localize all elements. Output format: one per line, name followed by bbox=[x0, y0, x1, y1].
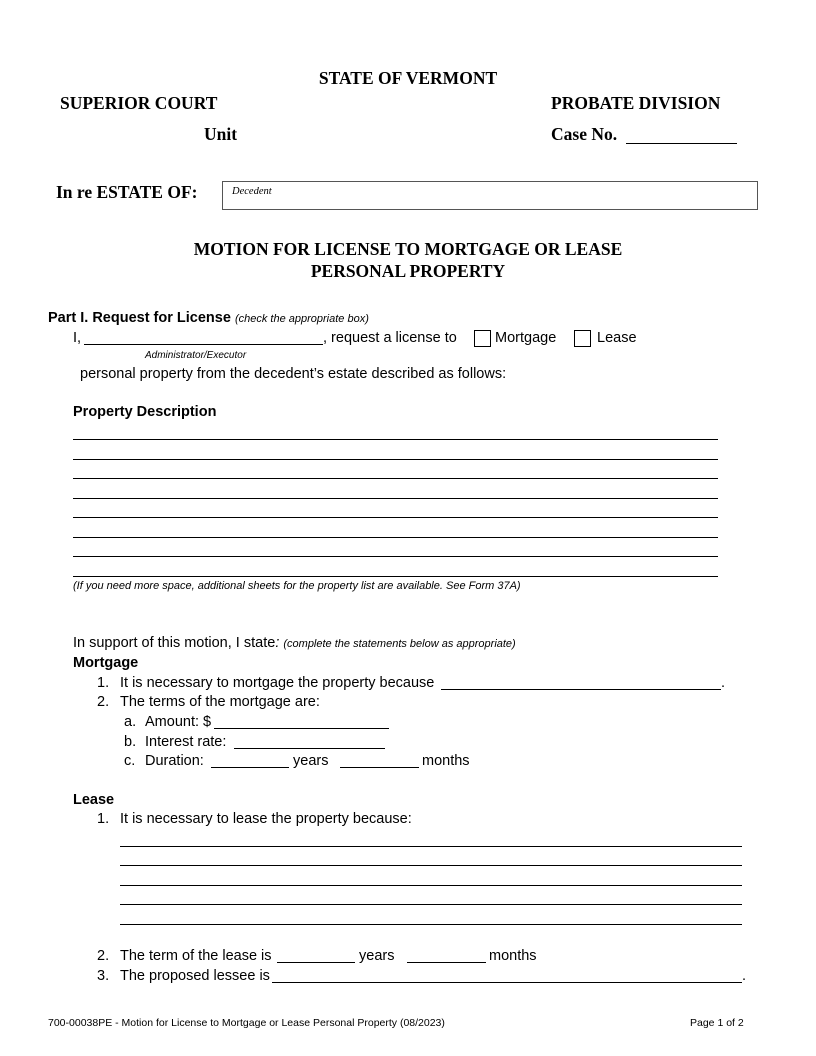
lease-months-field[interactable] bbox=[407, 962, 486, 963]
mortgage-reason-field[interactable] bbox=[441, 689, 721, 690]
lease-reason-line-4[interactable] bbox=[120, 904, 742, 905]
mortgage-b-letter: b. bbox=[124, 734, 137, 750]
state-title: STATE OF VERMONT bbox=[318, 68, 498, 88]
property-description-heading: Property Description bbox=[73, 404, 217, 420]
footer-form-id: 700-00038PE - Motion for License to Mortgage or Lease Personal Property (08/2023) bbox=[48, 1017, 445, 1029]
mortgage-heading: Mortgage bbox=[73, 655, 139, 671]
interest-rate-label: Interest rate: bbox=[145, 734, 227, 750]
lease-reason-line-3[interactable] bbox=[120, 885, 742, 886]
amount-label: Amount: $ bbox=[145, 714, 212, 730]
lease-reason-line-1[interactable] bbox=[120, 846, 742, 847]
duration-months-field[interactable] bbox=[340, 767, 419, 768]
lease-item3-num: 3. bbox=[97, 968, 110, 984]
property-line-3[interactable] bbox=[73, 478, 718, 479]
decedent-field[interactable] bbox=[222, 181, 758, 210]
mortgage-checkbox[interactable] bbox=[474, 330, 491, 347]
lease-years-field[interactable] bbox=[277, 962, 355, 963]
property-line-1[interactable] bbox=[73, 439, 718, 440]
mortgage-item1-end: . bbox=[721, 675, 726, 691]
support-intro-row bbox=[73, 635, 516, 651]
property-line-4[interactable] bbox=[73, 498, 718, 499]
duration-label: Duration: bbox=[145, 753, 204, 769]
court-name: SUPERIOR COURT bbox=[60, 93, 218, 113]
role-caption: Administrator/Executor bbox=[145, 350, 247, 361]
lease-reason-line-2[interactable] bbox=[120, 865, 742, 866]
decedent-caption: Decedent bbox=[232, 186, 272, 197]
motion-title-line2: PERSONAL PROPERTY bbox=[310, 261, 506, 281]
support-hint: (complete the statements below as appropriate) bbox=[283, 638, 516, 650]
lease-heading: Lease bbox=[73, 792, 115, 808]
mortgage-a-letter: a. bbox=[124, 714, 137, 730]
request-text: , request a license to bbox=[323, 330, 457, 346]
property-line-2[interactable] bbox=[73, 459, 718, 460]
lease-item1-num: 1. bbox=[97, 811, 110, 827]
part1-heading-row bbox=[48, 310, 369, 326]
lease-item3-end: . bbox=[742, 968, 747, 984]
property-line-6[interactable] bbox=[73, 537, 718, 538]
mortgage-item2-num: 2. bbox=[97, 694, 110, 710]
case-no-field[interactable] bbox=[626, 143, 737, 144]
described-text: personal property from the decedent’s estate described as follows: bbox=[80, 366, 507, 382]
lease-item3-text: The proposed lessee is bbox=[120, 968, 270, 984]
case-no-label: Case No. bbox=[551, 124, 618, 144]
mortgage-item1-num: 1. bbox=[97, 675, 110, 691]
interest-rate-field[interactable] bbox=[234, 748, 385, 749]
lease-checkbox[interactable] bbox=[574, 330, 591, 347]
lease-years-label: years bbox=[359, 948, 395, 964]
motion-title-line1: MOTION FOR LICENSE TO MORTGAGE OR LEASE bbox=[193, 239, 623, 259]
mortgage-checkbox-label: Mortgage bbox=[495, 330, 557, 346]
property-line-8[interactable] bbox=[73, 576, 718, 577]
amount-field[interactable] bbox=[214, 728, 389, 729]
lease-reason-line-5[interactable] bbox=[120, 924, 742, 925]
estate-label: In re ESTATE OF: bbox=[56, 182, 198, 202]
more-space-note: (If you need more space, additional sheets for the property list are available. See Form 37A) bbox=[73, 580, 521, 592]
support-intro: In support of this motion, I state bbox=[73, 635, 276, 651]
duration-months-label: months bbox=[422, 753, 470, 769]
mortgage-c-letter: c. bbox=[124, 753, 136, 769]
property-line-5[interactable] bbox=[73, 517, 718, 518]
duration-years-field[interactable] bbox=[211, 767, 289, 768]
part1-hint: (check the appropriate box) bbox=[234, 313, 369, 325]
lease-checkbox-label: Lease bbox=[597, 330, 637, 346]
property-line-7[interactable] bbox=[73, 556, 718, 557]
footer-page-number: Page 1 of 2 bbox=[690, 1017, 744, 1029]
support-colon: : bbox=[275, 635, 280, 651]
part1-lead: I, bbox=[73, 330, 82, 346]
mortgage-item1-text: It is necessary to mortgage the property because bbox=[120, 675, 435, 691]
division-name: PROBATE DIVISION bbox=[551, 93, 721, 113]
mortgage-item2-text: The terms of the mortgage are: bbox=[120, 694, 320, 710]
lessee-field[interactable] bbox=[272, 982, 742, 983]
lease-months-label: months bbox=[489, 948, 537, 964]
duration-years-label: years bbox=[293, 753, 329, 769]
unit-label: Unit bbox=[204, 124, 238, 144]
lease-item2-num: 2. bbox=[97, 948, 110, 964]
lease-item1-text: It is necessary to lease the property because: bbox=[120, 811, 412, 827]
lease-item2-text: The term of the lease is bbox=[120, 948, 272, 964]
part1-heading: Part I. Request for License bbox=[48, 310, 231, 326]
administrator-name-field[interactable] bbox=[84, 344, 323, 345]
